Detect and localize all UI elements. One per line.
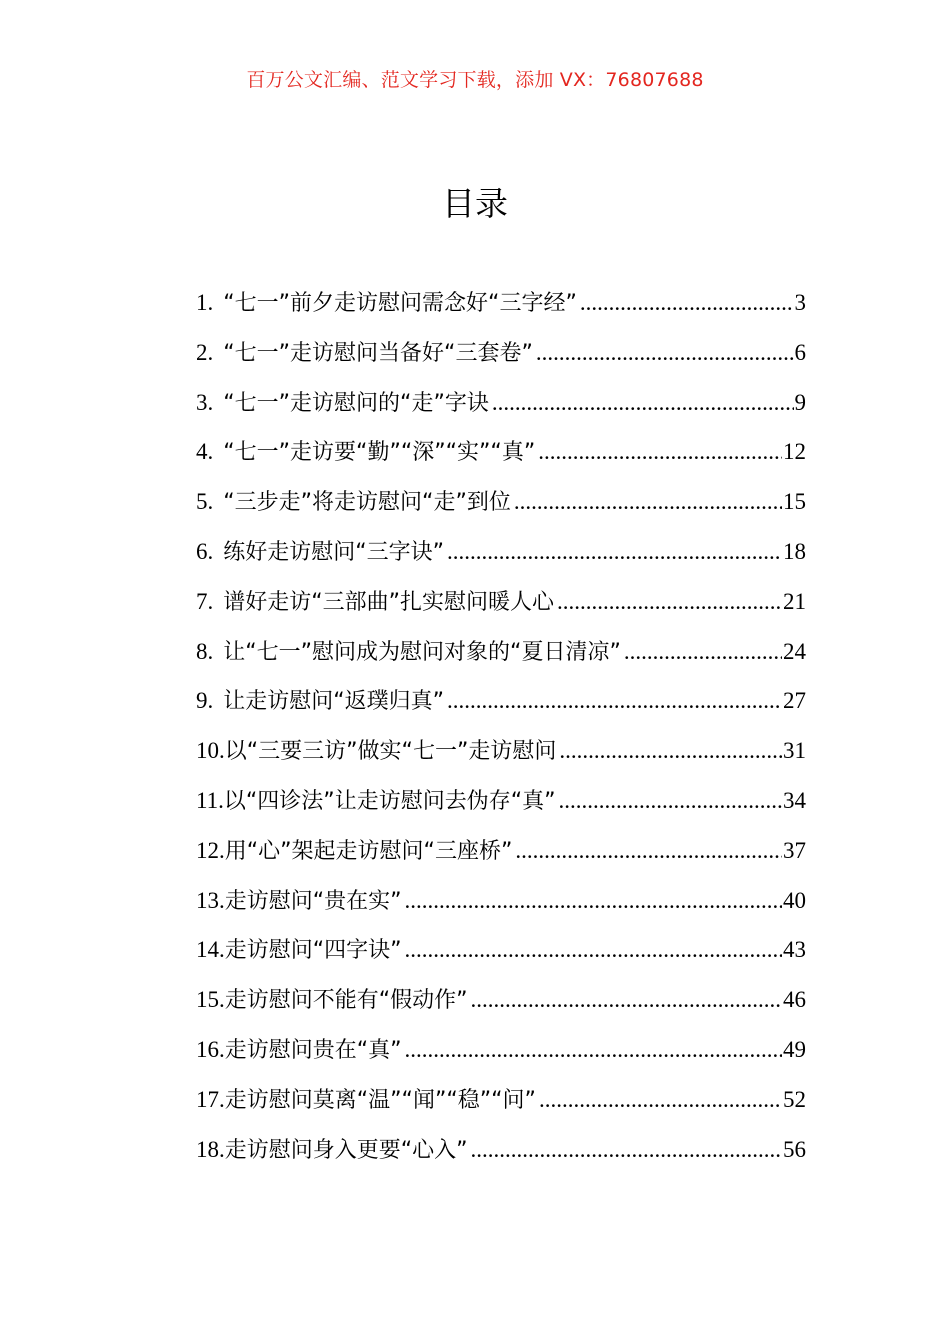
dot-leader [514, 477, 782, 527]
toc-entry-number: 5. [196, 489, 214, 515]
toc-entry[interactable] [196, 826, 806, 876]
dot-leader [538, 427, 782, 477]
dot-leader [405, 876, 782, 926]
toc-entry-number: 1. [196, 290, 214, 315]
toc-entry-page: 40 [783, 887, 806, 913]
toc-entry-number: 10. [196, 738, 225, 764]
toc-entry[interactable] [196, 975, 806, 1025]
toc-entry-page: 21 [783, 588, 806, 614]
toc-entry[interactable] [196, 876, 806, 926]
dot-leader [557, 577, 782, 627]
toc-entry-page: 6 [794, 339, 806, 365]
dot-leader [539, 1075, 782, 1125]
toc-entry-number: 18. [196, 1136, 225, 1162]
toc-entry[interactable] [196, 1075, 806, 1125]
dot-leader [536, 328, 794, 378]
toc-entry-title: 以“三要三访”做实“七一”走访慰问 [224, 739, 557, 765]
toc-entry-number: 14. [196, 937, 225, 963]
toc-entry-page: 3 [794, 290, 806, 315]
toc-entry-page: 46 [783, 987, 806, 1013]
toc-entry-page: 56 [783, 1136, 806, 1162]
toc-entry[interactable] [196, 278, 806, 328]
toc-entry-number: 7. [196, 588, 214, 614]
dot-leader [405, 1025, 782, 1075]
toc-entry-page: 34 [783, 787, 806, 813]
toc-entry-page: 27 [783, 688, 806, 714]
toc-entry-page: 49 [783, 1036, 806, 1062]
toc-entry-number: 16. [196, 1036, 225, 1062]
toc-entry-title: 走访慰问贵在“真” [224, 1037, 402, 1063]
dot-leader [559, 776, 783, 826]
toc-entry-page: 52 [783, 1086, 806, 1112]
toc-entry[interactable] [196, 1125, 806, 1175]
toc-entry-number: 8. [196, 638, 214, 664]
toc-entry-number: 2. [196, 339, 214, 365]
toc-entry-title: 走访慰问“四字诀” [224, 938, 402, 964]
toc-entry-page: 12 [783, 439, 806, 465]
dot-leader [471, 975, 782, 1025]
toc-entry[interactable] [196, 577, 806, 627]
toc-entry-title: 用“心”架起走访慰问“三座桥” [224, 838, 513, 864]
toc-entry-title: 让“七一”慰问成为慰问对象的“夏日清凉” [223, 639, 621, 665]
toc-entry-number: 13. [196, 887, 225, 913]
dot-leader [580, 278, 794, 328]
toc-entry-title: 走访慰问莫离“温”“闻”“稳”“问” [224, 1087, 536, 1113]
toc-entry-title: 谱好走访“三部曲”扎实慰问暖人心 [223, 589, 555, 615]
toc-entry-title: 走访慰问“贵在实” [224, 888, 402, 914]
toc-entry-page: 31 [783, 738, 806, 764]
toc-entry-title: 走访慰问不能有“假动作” [224, 988, 468, 1014]
toc-entry-page: 15 [783, 489, 806, 515]
toc-entry[interactable] [196, 925, 806, 975]
toc-entry-title: 走访慰问身入更要“心入” [224, 1137, 468, 1163]
toc-entry[interactable] [196, 1025, 806, 1075]
header-banner: 百万公文汇编、范文学习下载，添加 VX：76807688 [246, 69, 704, 91]
toc-entry-page: 18 [783, 538, 806, 564]
toc-entry[interactable] [196, 328, 806, 378]
page-title: 目录 [442, 184, 508, 223]
toc-entry-page: 37 [783, 837, 806, 863]
toc-entry-page: 43 [783, 937, 806, 963]
toc-entry-title: “七一”走访慰问当备好“三套卷” [223, 340, 533, 366]
toc-entry-title: 练好走访慰问“三字诀” [223, 539, 445, 565]
toc-entry[interactable] [196, 527, 806, 577]
toc-entry-number: 9. [196, 688, 214, 714]
toc-entry-number: 17. [196, 1086, 225, 1112]
dot-leader [492, 378, 794, 428]
toc-entry-number: 11. [196, 787, 224, 813]
dot-leader [515, 826, 782, 876]
toc-entry-page: 24 [783, 638, 806, 664]
toc-entry[interactable] [196, 477, 806, 527]
toc-entry-number: 3. [196, 389, 214, 415]
dot-leader [471, 1125, 782, 1175]
toc-entry[interactable] [196, 676, 806, 726]
toc-entry-title: “七一”走访要“勤”“深”“实”“真” [223, 440, 536, 466]
toc-entry[interactable] [196, 726, 806, 776]
toc-entry-number: 12. [196, 837, 225, 863]
dot-leader [624, 627, 782, 677]
table-of-contents [196, 278, 806, 1174]
toc-entry-page: 9 [794, 389, 806, 415]
dot-leader [447, 676, 782, 726]
toc-entry-title: “七一”走访慰问的“走”字诀 [223, 390, 489, 416]
toc-entry-title: 以“四诊法”让走访慰问去伪存“真” [223, 788, 556, 814]
dot-leader [447, 527, 782, 577]
toc-entry[interactable] [196, 378, 806, 428]
toc-entry[interactable] [196, 427, 806, 477]
dot-leader [405, 925, 782, 975]
toc-entry-number: 15. [196, 987, 225, 1013]
toc-entry-title: “三步走”将走访慰问“走”到位 [223, 490, 511, 516]
toc-entry[interactable] [196, 627, 806, 677]
toc-entry[interactable] [196, 776, 806, 826]
toc-entry-title: “七一”前夕走访慰问需念好“三字经” [223, 291, 577, 316]
toc-entry-number: 4. [196, 439, 214, 465]
toc-entry-number: 6. [196, 538, 214, 564]
toc-entry-title: 让走访慰问“返璞归真” [223, 689, 445, 715]
dot-leader [559, 726, 782, 776]
